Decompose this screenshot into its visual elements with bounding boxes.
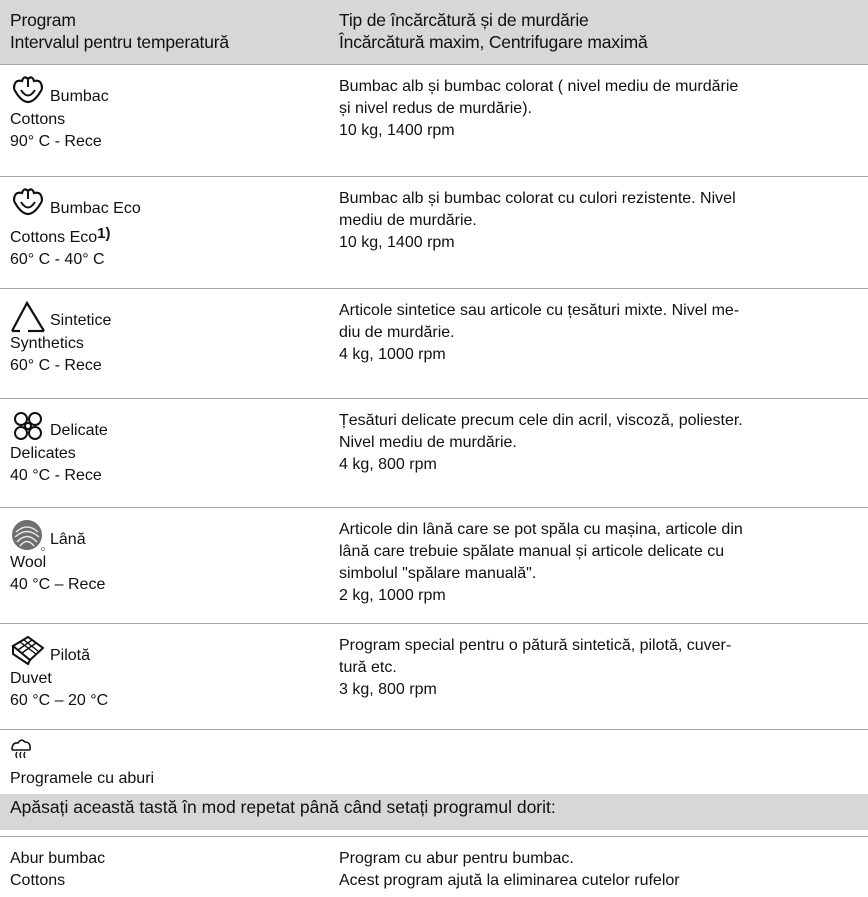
steam-instruction-bar [0, 794, 868, 830]
description-line: Articole din lână care se pot spăla cu mașina, articole din [339, 521, 743, 538]
max-load-spin: 4 kg, 800 rpm [339, 456, 437, 473]
description-line: simbolul "spălare manuală". [339, 565, 537, 582]
program-english-name: Cottons [10, 872, 66, 889]
program-cell [10, 410, 108, 487]
steam-programs-label: Programele cu aburi [10, 770, 155, 787]
cotton-icon [10, 75, 46, 109]
header-max-load-label: Încărcătură maxim, Centrifugare maximă [339, 32, 648, 52]
wool-icon [10, 518, 46, 552]
description-line: Bumbac alb și bumbac colorat ( nivel mediu de murdărie [339, 78, 739, 95]
table-row [0, 176, 868, 289]
program-name: Bumbac [50, 88, 109, 105]
program-english-name: Synthetics [10, 335, 84, 352]
description-line: diu de murdărie. [339, 324, 455, 341]
description-cell [339, 519, 849, 607]
program-temperature: 40 °C - Rece [10, 467, 102, 484]
max-load-spin: 4 kg, 1000 rpm [339, 346, 446, 363]
steam-icon-wrap [10, 738, 32, 765]
program-english-name: Wool [10, 554, 47, 571]
cotton-eco-icon [10, 187, 46, 221]
max-load-spin: 2 kg, 1000 rpm [339, 587, 446, 604]
program-name: Delicate [50, 422, 108, 439]
header-temperature-label: Intervalul pentru temperatură [10, 32, 229, 52]
description-line: tură etc. [339, 659, 397, 676]
description-cell [339, 410, 849, 476]
table-row [0, 623, 868, 730]
program-cell [10, 76, 109, 153]
program-name: Lână [50, 531, 86, 548]
description-line: Bumbac alb și bumbac colorat cu culori rezistente. Nivel [339, 190, 736, 207]
header-program-column [10, 9, 229, 53]
steam-section [0, 729, 868, 795]
program-english-name: Duvet [10, 670, 52, 687]
program-name: Abur bumbac [10, 850, 106, 867]
table-row [0, 288, 868, 399]
program-english-name-line [10, 223, 141, 249]
program-name: Sintetice [50, 312, 112, 329]
program-cell [10, 188, 141, 271]
synthetics-icon [10, 299, 46, 333]
max-load-spin: 10 kg, 1400 rpm [339, 234, 455, 251]
description-line: mediu de murdărie. [339, 212, 477, 229]
description-line: Articole sintetice sau articole cu țesături mixte. Nivel me- [339, 302, 740, 319]
description-line: Acest program ajută la eliminarea cutelor rufelor [339, 872, 680, 889]
description-line: Nivel mediu de murdărie. [339, 434, 517, 451]
program-cell [10, 848, 105, 892]
program-cell [10, 519, 105, 596]
description-line: lână care trebuie spălate manual și articole delicate cu [339, 543, 725, 560]
max-load-spin: 10 kg, 1400 rpm [339, 122, 455, 139]
program-temperature: 60° C - 40° C [10, 251, 105, 268]
footnote-marker: 1) [97, 225, 111, 242]
program-temperature: 40 °C – Rece [10, 576, 106, 593]
program-cell [10, 300, 111, 377]
steam-instruction: Apăsați această tastă în mod repetat până când setați programul dorit: [10, 797, 556, 817]
header-load-type-label: Tip de încărcătură și de murdărie [339, 10, 589, 30]
description-line: Țesături delicate precum cele din acril, viscoză, poliester. [339, 412, 743, 429]
table-row [0, 507, 868, 624]
program-english-name: Cottons [10, 111, 66, 128]
steam-icon [10, 738, 32, 760]
table-row [0, 398, 868, 508]
delicates-icon [10, 409, 46, 443]
description-line: Program cu abur pentru bumbac. [339, 850, 574, 867]
table-row [0, 64, 868, 177]
program-english-name: Cottons Eco [10, 229, 98, 246]
program-temperature: 60 °C – 20 °C [10, 692, 109, 709]
max-load-spin: 3 kg, 800 rpm [339, 681, 437, 698]
header-program-label: Program [10, 10, 76, 30]
program-cell [10, 635, 108, 712]
program-temperature: 60° C - Rece [10, 357, 102, 374]
description-cell [339, 635, 849, 701]
description-cell [339, 848, 680, 892]
program-english-name: Delicates [10, 445, 76, 462]
program-name: Pilotă [50, 647, 91, 664]
duvet-icon [10, 634, 46, 668]
table-header [0, 0, 868, 64]
description-cell [339, 300, 849, 366]
program-name: Bumbac Eco [50, 200, 141, 217]
program-temperature: 90° C - Rece [10, 133, 102, 150]
description-line: și nivel redus de murdărie). [339, 100, 532, 117]
description-cell [339, 188, 849, 254]
table-row [0, 836, 868, 897]
description-cell [339, 76, 849, 142]
header-load-column [339, 9, 647, 53]
description-line: Program special pentru o pătură sintetică, pilotă, cuver- [339, 637, 732, 654]
